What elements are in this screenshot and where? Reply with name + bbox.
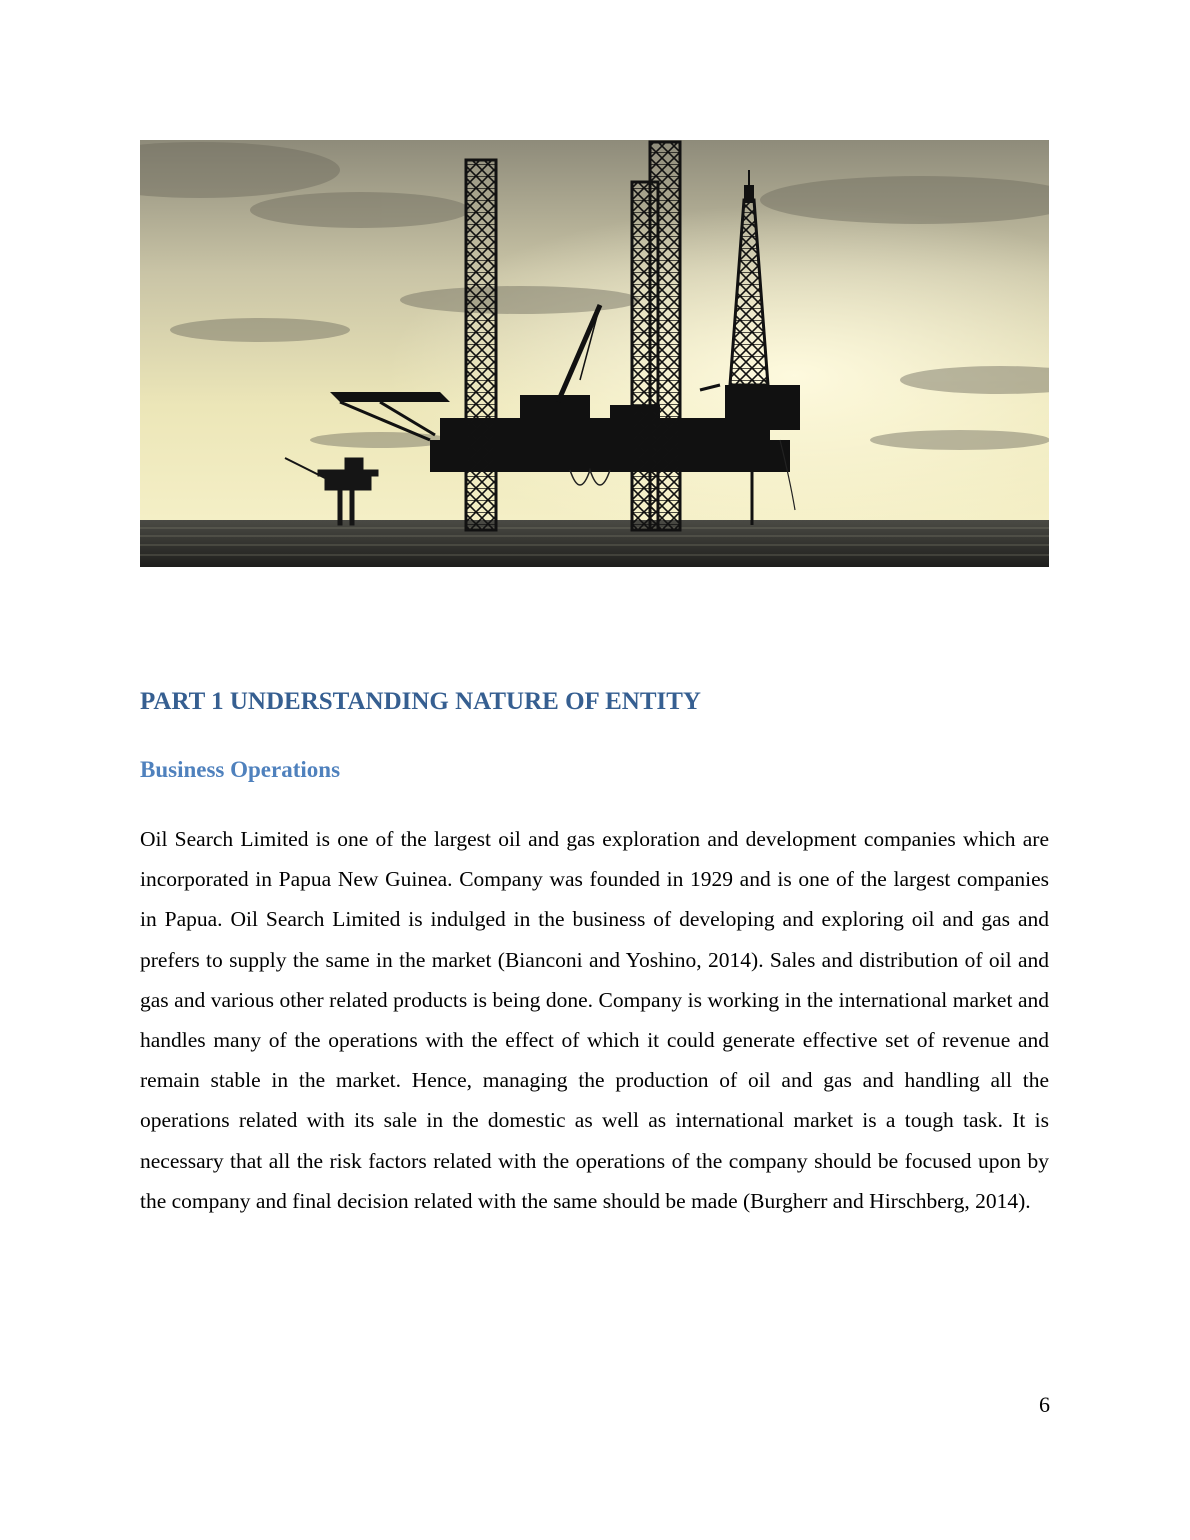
part-heading: PART 1 UNDERSTANDING NATURE OF ENTITY — [140, 688, 701, 715]
section-heading: Business Operations — [140, 757, 341, 782]
oil-rig-photo — [140, 140, 1049, 567]
oil-rig-illustration — [140, 140, 1049, 567]
body-paragraph: Oil Search Limited is one of the largest oil and gas exploration and development companies which are incorporated in Papua New Guinea. Company was founded in 1929 and is one of the largest companies in Papua. Oil Search Limited is indulged in the business of developing and exploring oil and gas and prefers to supply the same in the market (Bianconi and Yoshino, 2014). Sales and distribution of oil and gas and various other related products is being done. Company is working in the international market and handles many of the operations with the effect of which it could generate effective set of revenue and remain stable in the market. Hence, managing the production of oil and gas and handling all the operations related with its sale in the domestic as well as international market is a tough task. It is necessary that all the risk factors related with the operations of the company should be focused upon by the company and final decision related with the same should be made (Burgherr and Hirschberg, 2014). — [140, 827, 1049, 1213]
page-number: 6 — [1039, 1392, 1050, 1417]
